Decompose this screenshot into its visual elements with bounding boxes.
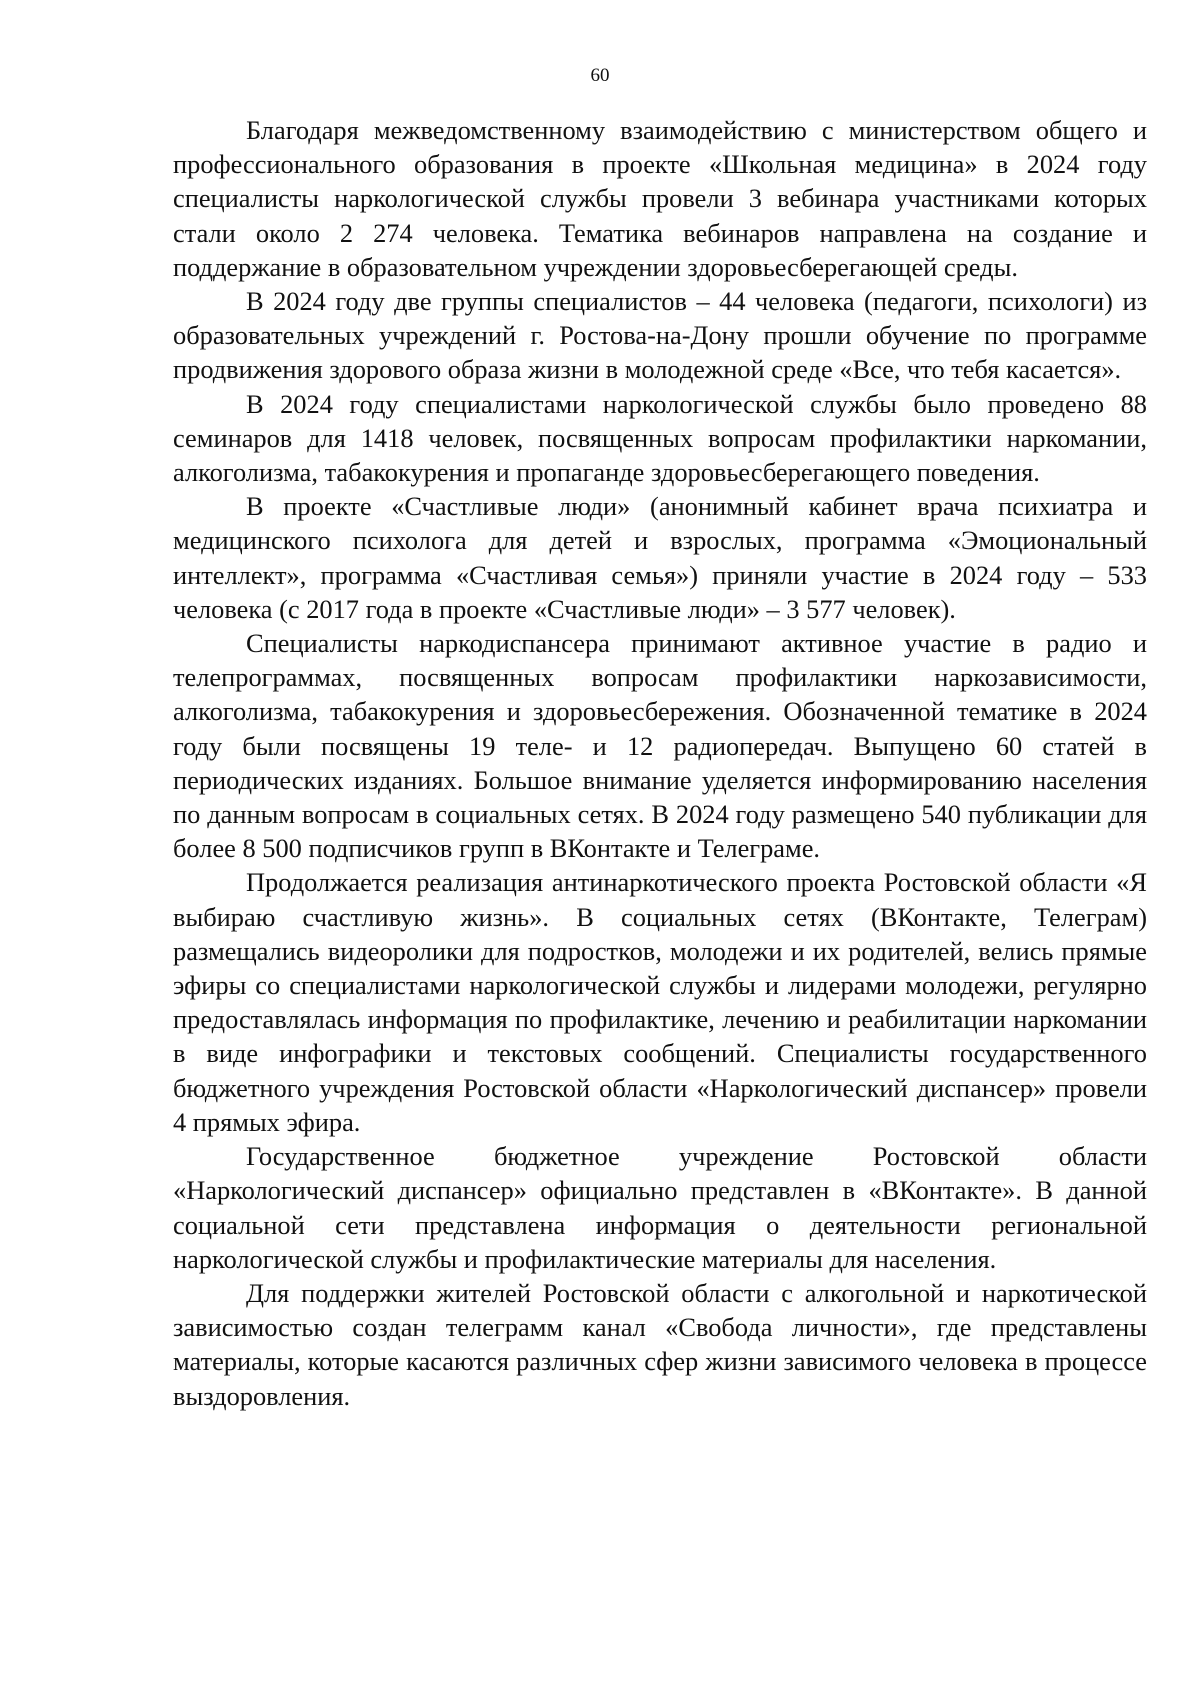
paragraph-media-activity: Специалисты наркодиспансера принимают активное участие в радио и телепрограммах, посвященных вопросам профилактики наркозависимости, алкоголизма, табакокурения и здоровьесбережения. Обозначенной тематике в 2024 году были посвящены 19 теле- и 12 радиопередач. Выпущено 60 статей в периодических изданиях. Большое внимание уделяется информированию населения по данным вопросам в социальных сетях. В 2024 году размещено 540 публикации для более 8 500 подписчиков групп в ВКонтакте и Телеграме. [173, 628, 1147, 864]
document-body [173, 113, 1147, 1413]
paragraph-happy-people-project: В проекте «Счастливые люди» (анонимный кабинет врача психиатра и медицинского психолога для детей и взрослых, программа «Эмоциональный интеллект», программа «Счастливая семья») приняли участие в 2024 году – 533 человека (с 2017 года в проекте «Счастливые люди» – 3 577 человек). [173, 491, 1147, 624]
paragraph-specialist-training: В 2024 году две группы специалистов – 44 человека (педагоги, психологи) из образовательных учреждений г. Ростова-на-Дону прошли обучение по программе продвижения здорового образа жизни в молодежной среде «Все, что тебя касается». [173, 286, 1147, 385]
page-number: 60 [590, 65, 610, 86]
paragraph-telegram-channel: Для поддержки жителей Ростовской области с алкогольной и наркотической зависимостью создан телеграмм канал «Свобода личности», где представлены материалы, которые касаются различных сфер жизни зависимого человека в процессе выздоровления. [173, 1277, 1147, 1411]
paragraph-vkontakte-presence: Государственное бюджетное учреждение Ростовской области «Наркологический диспансер» официально представлен в «ВКонтакте». В данной социальной сети представлена информация о деятельности региональной наркологической службы и профилактические материалы для населения. [173, 1141, 1147, 1274]
paragraph-antidrug-project: Продолжается реализация антинаркотического проекта Ростовской области «Я выбираю счастливую жизнь». В социальных сетях (ВКонтакте, Телеграм) размещались видеоролики для подростков, молодежи и их родителей, велись прямые эфиры со специалистами наркологической службы и лидерами молодежи, регулярно предоставлялась информация по профилактике, лечению и реабилитации наркомании в виде инфографики и текстовых сообщений. Специалисты государственного бюджетного учреждения Ростовской области «Наркологический диспансер» провели 4 прямых эфира. [173, 867, 1147, 1137]
paragraph-seminars: В 2024 году специалистами наркологической службы было проведено 88 семинаров для 1418 человек, посвященных вопросам профилактики наркомании, алкоголизма, табакокурения и пропаганде здоровьесберегающего поведения. [173, 388, 1147, 488]
paragraph-school-medicine: Благодаря межведомственному взаимодействию с министерством общего и профессионального образования в проекте «Школьная медицина» в 2024 году специалисты наркологической службы провели 3 вебинара участниками которых стали около 2 274 человека. Тематика вебинаров направлена на создание и поддержание в образовательном учреждении здоровьесберегающей среды. [173, 115, 1147, 282]
